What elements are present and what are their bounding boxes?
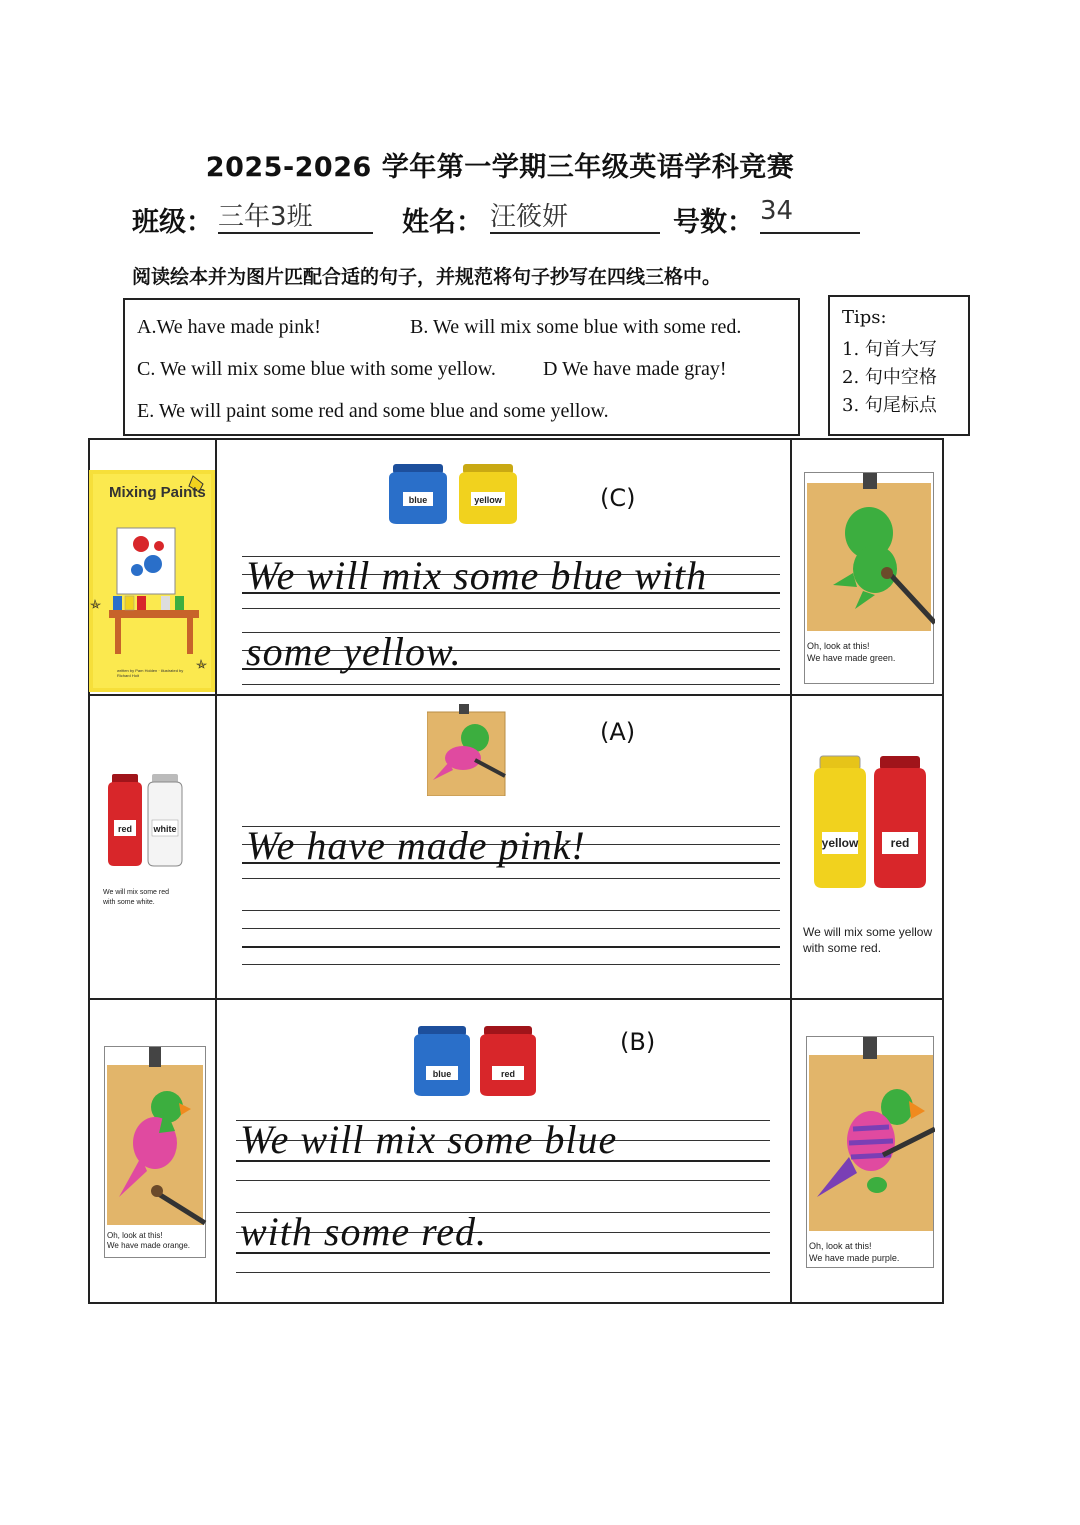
answer-row-3[interactable]: (B) (620, 1028, 656, 1056)
name-field[interactable] (490, 196, 660, 234)
name-label: 姓名： (402, 207, 483, 238)
page-title: 2025-2026 学年第一学期三年级英语学科竞赛 (205, 152, 795, 183)
paint-jars-image (410, 1022, 540, 1103)
class-value: 三年3班 (218, 202, 313, 232)
option-e: E. We will paint some red and some blue and some yellow. (137, 400, 609, 422)
jar-label-red: red (890, 836, 910, 850)
caption-line: with some red. (803, 941, 882, 955)
jar-label-red: red (500, 1069, 516, 1079)
yellow-red-jars-image (808, 752, 933, 897)
name-value: 汪筱妍 (490, 202, 569, 232)
tips-box (828, 295, 970, 436)
options-box (123, 298, 800, 436)
guide-line (242, 684, 780, 685)
book-credits: written by Pam Holden · illustrated by Richard Hoit (117, 668, 184, 678)
caption-line: Oh, look at this! (107, 1231, 163, 1240)
jar-label-yellow: yellow (474, 495, 502, 505)
class-label: 班级： (132, 207, 213, 238)
caption-line: We will mix some yellow (803, 925, 933, 939)
pink-parrot-image (427, 704, 509, 801)
option-b: B. We will mix some blue with some red. (410, 316, 742, 338)
guide-line (236, 1180, 770, 1181)
handwriting-line[interactable]: We have made pink! (246, 823, 586, 868)
guide-line (242, 964, 780, 965)
red-white-jars-image (100, 770, 190, 875)
jar-label-yellow: yellow (821, 836, 859, 850)
caption-line: Oh, look at this! (807, 641, 870, 651)
option-a: A.We have made pink! (137, 316, 321, 338)
answer-row-1[interactable]: (C) (600, 484, 636, 512)
number-field[interactable] (760, 196, 860, 234)
guide-line (242, 946, 780, 948)
grid-divider (88, 998, 944, 1000)
grid-divider (215, 438, 217, 1304)
book-cover-image (89, 470, 215, 692)
book-title: Mixing Paints (109, 484, 206, 501)
grid-divider (790, 438, 792, 1304)
purple-parrot-image (806, 1036, 934, 1268)
caption-line: We have made purple. (809, 1253, 900, 1263)
jar-label-red: red (117, 824, 133, 834)
handwriting-line[interactable]: with some red. (240, 1209, 487, 1254)
number-value: 34 (760, 196, 794, 226)
jar-label-white: white (153, 824, 177, 834)
orange-parrot-image (104, 1046, 206, 1258)
jar-label-blue: blue (432, 1069, 452, 1079)
class-field[interactable] (218, 196, 373, 234)
caption-line: We will mix some red (103, 889, 169, 896)
tip-item: 2. 句中空格 (842, 367, 937, 388)
guide-line (236, 1272, 770, 1273)
caption-line: We have made green. (807, 653, 896, 663)
guide-line (242, 928, 780, 929)
green-parrot-image (804, 472, 934, 684)
guide-line (242, 608, 780, 609)
paint-jars-image (385, 460, 525, 531)
guide-line (242, 910, 780, 911)
caption-line: with some white. (103, 899, 155, 906)
answer-row-2[interactable]: (A) (600, 718, 636, 746)
caption-line: We have made orange. (107, 1241, 191, 1250)
guide-line (242, 878, 780, 879)
grid-divider (88, 694, 944, 696)
tip-item: 1. 句首大写 (842, 339, 937, 360)
option-d: D We have made gray! (543, 358, 727, 380)
handwriting-line[interactable]: We will mix some blue with (246, 553, 708, 598)
number-label: 号数： (673, 207, 754, 238)
jar-label-blue: blue (408, 495, 428, 505)
handwriting-line[interactable]: some yellow. (246, 629, 462, 674)
handwriting-line[interactable]: We will mix some blue (240, 1117, 618, 1162)
caption-line: Oh, look at this! (809, 1241, 872, 1251)
tip-item: 3. 句尾标点 (842, 395, 937, 416)
option-c: C. We will mix some blue with some yellow. (137, 358, 496, 380)
tips-heading: Tips: (842, 307, 887, 328)
instruction: 阅读绘本并为图片匹配合适的句子，并规范将句子抄写在四线三格中。 (132, 266, 722, 288)
